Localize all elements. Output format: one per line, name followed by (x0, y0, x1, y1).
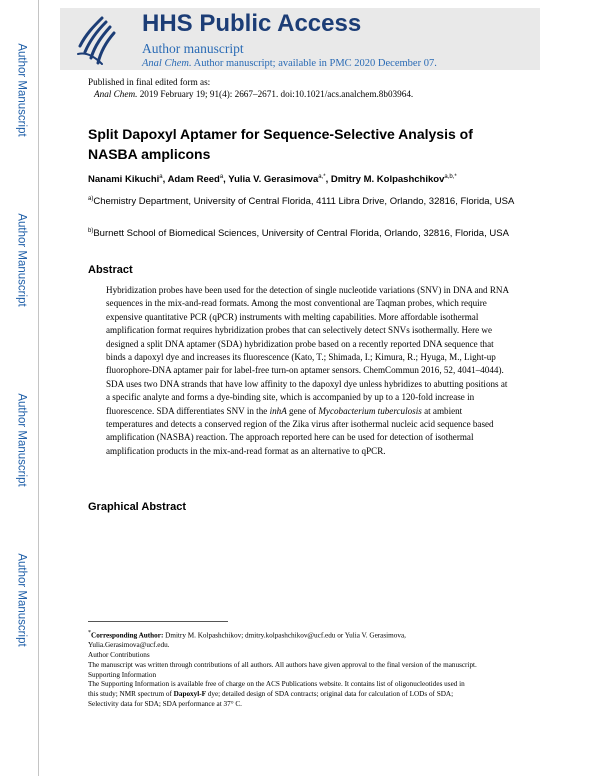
side-label-author-manuscript: Author Manuscript (16, 213, 29, 307)
side-label-author-manuscript: Author Manuscript (16, 553, 29, 647)
author-name: Nanami Kikuchi$^a$, (88, 174, 168, 186)
footnote-divider (88, 621, 228, 622)
header-citation: Anal Chem. Author manuscript; available in PMC 2020 December 07. (142, 58, 437, 69)
affiliation-a: $^{a)}$Chemistry Department, University of Central Florida, 4111 Libra Drive, Orlando, 32816, Florida, USA (88, 196, 515, 208)
author-name: Yulia V. Gerasimova$^{a,*}$, (228, 174, 331, 186)
affiliation-b: $^{b)}$Burnett School of Biomedical Sciences, University of Central Florida, Orlando, 32816, Florida, USA (88, 228, 509, 240)
author-name: Dmitry M. Kolpashchikov$^{a,b,*}$ (330, 174, 457, 186)
header-subtitle: Author manuscript (142, 41, 244, 56)
supporting-info-heading: Supporting Information (88, 670, 157, 679)
author-contributions-heading: Author Contributions (88, 650, 150, 659)
side-label-author-manuscript: Author Manuscript (16, 393, 29, 487)
abstract-heading: Abstract (88, 264, 133, 276)
article-title: Split Dapoxyl Aptamer for Sequence-Selective Analysis of NASBA amplicons (88, 126, 473, 162)
corresponding-author-note: *Corresponding Author: Dmitry M. Kolpashchikov; dmitry.kolpashchikov@ucf.edu or Yulia V. Gerasimova, (88, 630, 406, 640)
author-name: Adam Reed$^a$, (167, 174, 229, 186)
hhs-eagle-logo-icon (72, 12, 122, 68)
header-title: HHS Public Access (142, 10, 362, 37)
footnotes: *Corresponding Author: Dmitry M. Kolpashchikov; dmitry.kolpashchikov@ucf.edu or Yulia V. Gerasimova, Yulia.Gerasimova@ucf.edu. Author Contributions The manuscript was written through contributions of all authors. All authors have given approval to the final version of the manuscript. Supporting Information The Supporting Information is available free of charge on the ACS Publications website. It contains list of oligonucleotides used in this study; NMR spectrum of Dapoxyl-F dye; detailed design of SDA contracts; original data for calculation of LODs of SDA; Selectivity data for SDA; SDA performance at 37° C. (88, 629, 518, 710)
abstract-body: Hybridization probes have been used for the detection of single nucleotide variations (SNV) in DNA and RNA sequences in the mix-and-read formats. Among the most conventional are Taqman probes, which require expensive quantitative PCR (qPCR) instruments with melting capabilities. More affordable isothermal amplification format requires hybridization probes that can selectively detect SNVs isothermally. Here we designed a split DNA aptamer (SDA) hybridization probe based on a recently reported DNA sequence that binds a dapoxyl dye and increases its fluorescence (Kato, T.; Shimada, I.; Kimura, R.; Hyuga, M., Light-up fluorophore-DNA aptamer pair for label-free turn-on aptamer sensors. ChemCommun 2016, 52, 4041–4044). SDA uses two DNA strands that have low affinity to the dapoxyl dye unless hybridizes to abutting positions at a specific analyte and forms a dye-binding site, which is accompanied by up to a 120-fold increase in fluorescence. SDA differentiates SNV in the inhA gene of Mycobacterium tuberculosis at ambient temperatures and detects a conserved region of the Zika virus after isothermal nucleic acid sequence based amplification (NASBA) reaction. The approach reported here can be used for detection of isothermal amplification products in the mix-and-read format as an alternative to qPCR. (106, 285, 509, 456)
graphical-abstract-heading: Graphical Abstract (88, 501, 187, 513)
side-label-author-manuscript: Author Manuscript (16, 43, 29, 137)
publication-info: Published in final edited form as: Anal Chem. 2019 February 19; 91(4): 2667–2671. doi:10.1021/acs.analchem.8b03964. (88, 77, 414, 99)
author-list (88, 174, 518, 185)
hhs-header-banner (60, 8, 540, 70)
